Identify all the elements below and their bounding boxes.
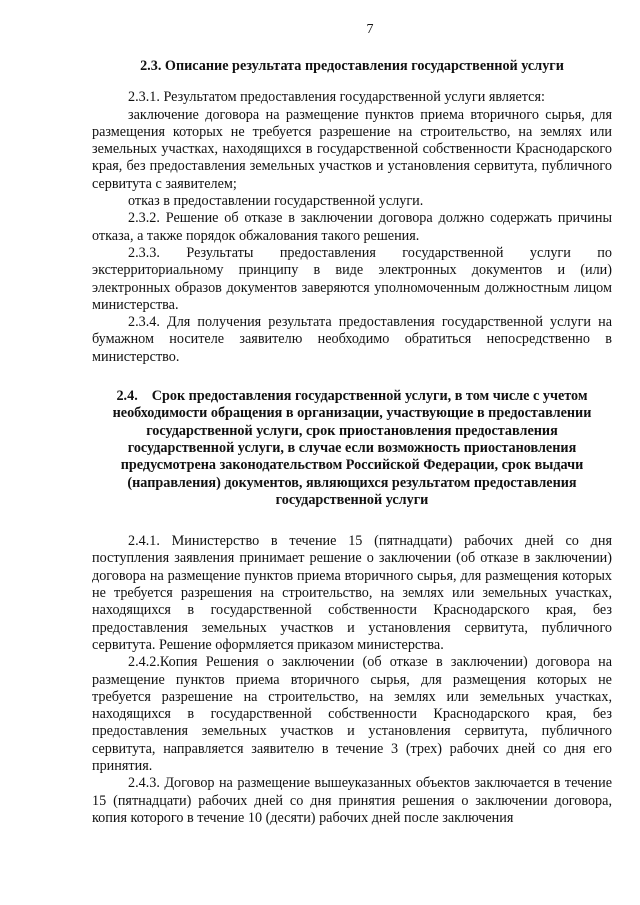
paragraph-2-3-2: 2.3.2. Решение об отказе в заключении договора должно содержать причины отказа, а также порядок обжалования такого решения.: [92, 210, 612, 244]
paragraph-2-4-1: 2.4.1. Министерство в течение 15 (пятнадцати) рабочих дней со дня поступления заявления принимает решение о заключении (об отказе в заключении) договора на размещение пунктов приема вторичного сырья, для размещения которых не требуется разрешения на строительство, на землях или земельных участках, находящихся в государственной собственности Краснодарского края, без предоставления земельных участков и установления сервитута, публичного сервитута. Решение оформляется приказом министерства.: [92, 533, 612, 653]
section-2-3-title: 2.3. Описание результата предоставления государственной услуги: [140, 58, 564, 74]
paragraph-2-4-2: 2.4.2.Копия Решения о заключении (об отказе в заключении) договора на размещение пунктов приема вторичного сырья, для размещения которых не требуется разрешение на строительство, на землях или земельных участках, находящихся в государственной собственности Краснодарского края, без предоставления земельных участков и установления сервитута, публичного сервитута, направляется заявителю в течение 3 (трех) рабочих дней со дня его принятия.: [92, 654, 612, 774]
section-2-4-number: 2.4.: [116, 388, 138, 405]
paragraph-result-refusal: отказ в предоставлении государственной услуги.: [128, 193, 424, 210]
page-number: 7: [366, 22, 374, 37]
paragraph-2-3-1: 2.3.1. Результатом предоставления государственной услуги является:: [128, 89, 545, 106]
paragraph-2-3-4: 2.3.4. Для получения результата предоставления государственной услуги на бумажном носителе заявителю необходимо обратиться непосредственно в министерство.: [92, 314, 612, 365]
document-body: [92, 58, 612, 827]
paragraph-2-4-3: 2.4.3. Договор на размещение вышеуказанных объектов заключается в течение 15 (пятнадцати) рабочих дней со дня принятия решения о заключении договора, копия которого в течение 10 (десяти) рабочих дней после заключения: [92, 775, 612, 826]
section-2-4-heading: [92, 388, 612, 509]
paragraph-2-3-3: 2.3.3. Результаты предоставления государственной услуги по экстерриториальному принципу в виде электронных документов и (или) электронных образов документов заверяются уполномоченным должностным лицом министерства.: [92, 244, 612, 313]
paragraph-result-contract: заключение договора на размещение пунктов приема вторичного сырья, для размещения которых не требуется разрешение на строительство, на землях или земельных участках, находящихся в государственной собственности Краснодарского края, без предоставления земельных участков и установления сервитута, публичного сервитута с заявителем;: [92, 106, 612, 192]
section-2-4-title: Срок предоставления государственной услуги, в том числе с учетом необходимости обращения в организации, участвующие в предоставлении государственной услуги, срок приостановления предоставления государственной услуги, в случае если возможность приостановления предусмотрена законодательством Российской Федерации, срок выдачи (направления) документов, являющихся результатом предоставления государственной услуги: [112, 388, 592, 508]
